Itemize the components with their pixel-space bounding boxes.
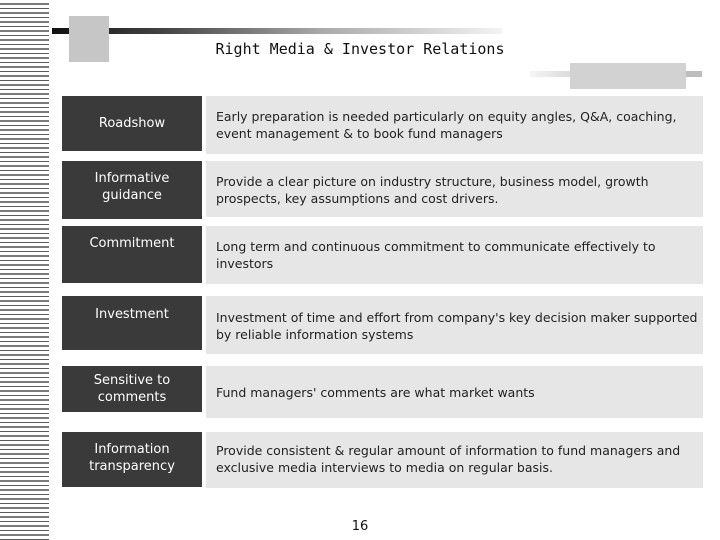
row-label-box	[62, 366, 202, 412]
row-label: Sensitive to comments	[93, 373, 171, 405]
row-label: Informative guidance	[94, 171, 170, 203]
row-description: Fund managers' comments are what market wants	[216, 384, 535, 400]
row-description: Early preparation is needed particularly on equity angles, Q&A, coaching, event management & to book fund managers	[216, 109, 677, 141]
header-gradient-line	[52, 28, 502, 34]
row-label: Roadshow	[98, 116, 166, 131]
row-description: Provide consistent & regular amount of information to fund managers and exclusive media interviews to media on regular basis.	[216, 443, 681, 475]
page-number: 16	[351, 519, 369, 534]
slide-title: Right Media & Investor Relations	[215, 40, 505, 58]
row-description-box	[206, 226, 703, 284]
row-label: Investment	[95, 307, 169, 322]
row-label-box	[62, 161, 202, 219]
row-description-box	[206, 366, 703, 418]
striped-margin-decoration	[0, 0, 52, 540]
row-label-box	[62, 226, 202, 283]
row-description-box	[206, 96, 703, 154]
row-description-box	[206, 296, 703, 354]
row-label-box	[62, 96, 202, 151]
row-description: Provide a clear picture on industry structure, business model, growth prospects, key assumptions and cost drivers.	[216, 174, 649, 206]
row-description-box	[206, 161, 703, 217]
row-label: Commitment	[89, 236, 175, 251]
row-description: Investment of time and effort from company's key decision maker supported by reliable information systems	[216, 310, 698, 342]
right-accent-block	[570, 63, 686, 89]
row-label: Information transparency	[89, 442, 175, 474]
row-description: Long term and continuous commitment to communicate effectively to investors	[216, 239, 656, 271]
row-description-box	[206, 432, 703, 488]
row-label-box	[62, 432, 202, 487]
header-corner-block	[69, 16, 109, 62]
row-label-box	[62, 296, 202, 350]
